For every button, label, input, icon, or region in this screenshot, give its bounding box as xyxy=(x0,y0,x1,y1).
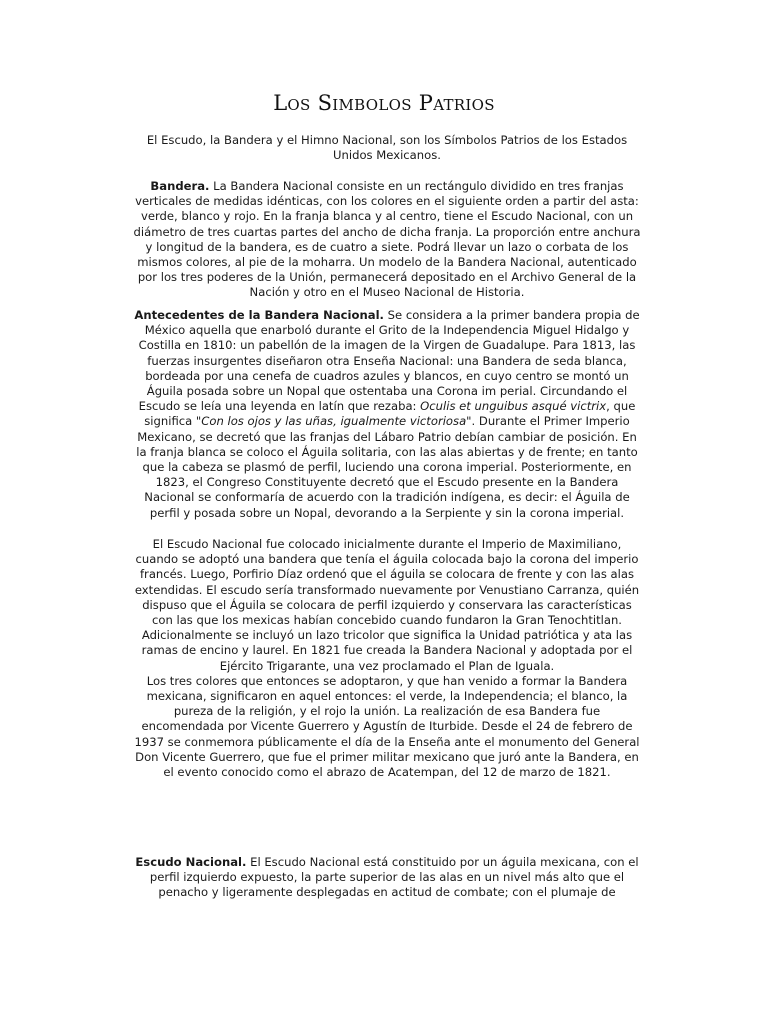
escudo-history-section xyxy=(132,537,642,780)
page-title: Los Simbolos Patrios xyxy=(273,91,495,115)
latin-motto: Oculis et unguibus asqué victrix xyxy=(420,399,607,414)
antecedentes-section xyxy=(132,308,642,521)
motto-translation: "Con los ojos y las uñas, igualmente victoriosa" xyxy=(195,414,472,429)
escudo-history-paragraph-1: El Escudo Nacional fue colocado inicialmente durante el Imperio de Maximiliano, cuando se adoptó una bandera que tenía el águila colocada bajo la corona del imperio francés. Luego, Porfirio Díaz ordenó que el águila se colocara de frente y con las alas extendidas. El escudo sería transformado nuevamente por Venustiano Carranza, quién dispuso que el Águila se colocara de perfil izquierdo y conservara las características con las que los mexicas habían concebido cuando fundaron la Gran Tenochtitlan. Adicionalmente se incluyó un lazo tricolor que significa la Unidad patriótica y ata las ramas de encino y laurel. En 1821 fue creada la Bandera Nacional y adoptada por el Ejército Trigarante, una vez proclamado el Plan de Iguala. xyxy=(134,537,640,673)
bandera-text: La Bandera Nacional consiste en un rectángulo dividido en tres franjas verticales de medidas idénticas, con los colores en el siguiente orden a partir del asta: verde, blanco y rojo. En la franja blanca y al centro, tiene el Escudo Nacional, con un diámetro de tres cuartas partes del ancho de dicha franja. La proporción entre anchura y longitud de la bandera, es de cuatro a siete. Podrá llevar un lazo o corbata de los mismos colores, al pie de la moharra. Un modelo de la Bandera Nacional, autenticado por los tres poderes de la Unión, permanecerá depositado en el Archivo General de la Nación y otro en el Museo Nacional de Historia. xyxy=(133,179,641,300)
antecedentes-text-1: Se considera a la primer bandera propia de México aquella que enarboló durante el Grito de la Independencia Miguel Hidalgo y Costilla en 1810: un pabellón de la imagen de la Virgen de Guadalupe. Para 1813, las fuerzas insurgentes diseñaron otra Enseña Nacional: una Bandera de seda blanca, bordeada por una cenefa de cuadros azules y blancos, en cuyo centro se montó un Águila posada sobre un Nopal que ostentaba una Corona im perial. Circundando el Escudo se leía una leyenda en latín que rezaba: xyxy=(138,308,640,414)
bandera-paragraph xyxy=(132,179,642,301)
escudo-nacional-text: El Escudo Nacional está constituido por un águila mexicana, con el perfil izquierdo expuesto, la parte superior de las alas en un nivel más alto que el penacho y ligeramente desplegadas en actitud de combate; con el plumaje de xyxy=(149,855,639,900)
bandera-section xyxy=(132,179,642,301)
bandera-heading: Bandera. xyxy=(150,179,210,193)
intro-paragraph xyxy=(132,133,642,163)
escudo-history-paragraph-2: Los tres colores que entonces se adoptaron, y que han venido a formar la Bandera mexicana, significaron en aquel entonces: el verde, la Independencia; el blanco, la pureza de la religión, y el rojo la unión. La realización de esa Bandera fue encomendada por Vicente Guerrero y Agustín de Iturbide. Desde el 24 de febrero de 1937 se conmemora públicamente el día de la Enseña ante el monumento del General Don Vicente Guerrero, que fue el primer militar mexicano que juró ante la Bandera, en el evento conocido como el abrazo de Acatempan, del 12 de marzo de 1821. xyxy=(134,673,640,780)
intro-text: El Escudo, la Bandera y el Himno Nacional, son los Símbolos Patrios de los Estados Unidos Mexicanos. xyxy=(146,133,628,163)
escudo-nacional-heading: Escudo Nacional. xyxy=(135,855,247,869)
escudo-nacional-section xyxy=(132,855,642,901)
antecedentes-text-2: , que significa xyxy=(144,399,636,429)
antecedentes-text-3: . Durante el Primer Imperio Mexicano, se decretó que las franjas del Lábaro Patrio debían cambiar de posición. En la franja blanca se coloco el Águila solitaria, con las alas abiertas y de frente; en tanto que la cabeza se plasmó de perfil, luciendo una corona imperial. Posteriormente, en 1823, el Congreso Constituyente decretó que el Escudo presente en la Bandera Nacional se conformaría de acuerdo con la tradición indígena, es decir: el Águila de perfil y posada sobre un Nopal, devorando a la Serpiente y sin la corona imperial. xyxy=(136,414,638,520)
antecedentes-heading: Antecedentes de la Bandera Nacional. xyxy=(134,308,384,322)
escudo-nacional-paragraph xyxy=(132,855,642,901)
antecedentes-paragraph xyxy=(132,308,642,521)
